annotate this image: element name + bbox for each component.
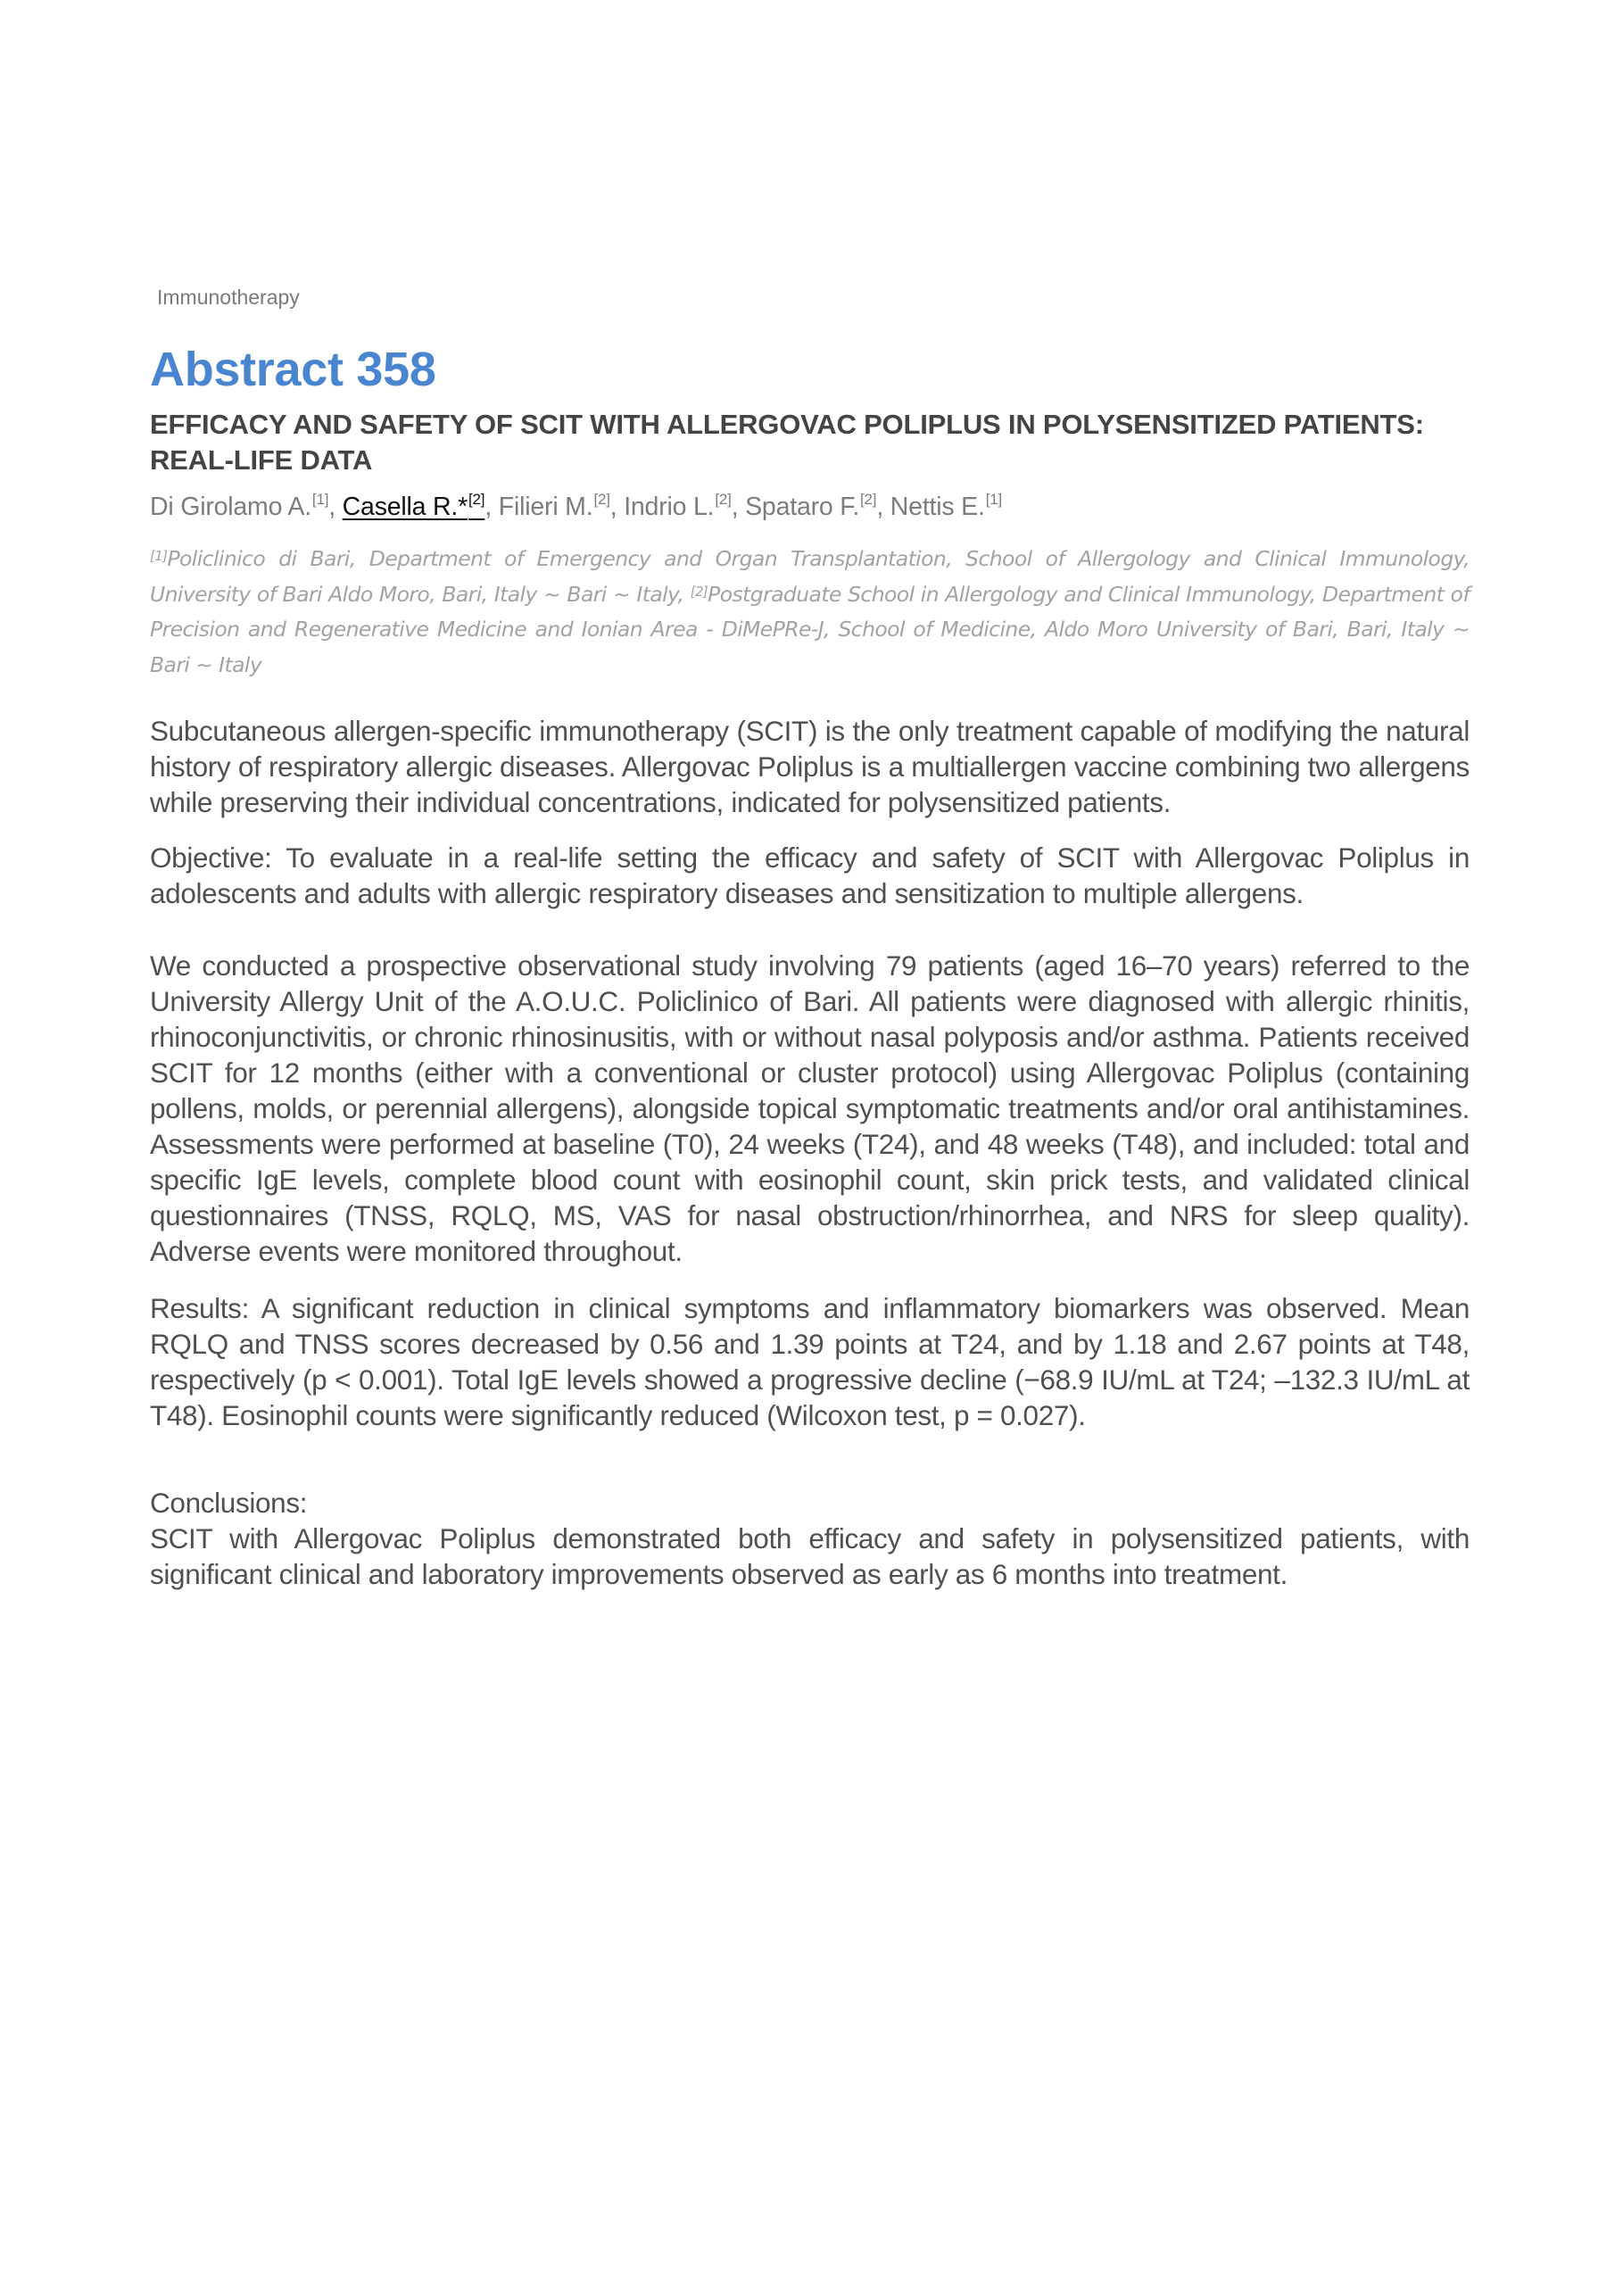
abstract-number: Abstract 358 xyxy=(150,343,436,396)
author xyxy=(499,493,624,521)
affiliation-text: Postgraduate School in Allergology and Clinical Immunology, Department of Precision and Regenerative Medicine and Ionian Area - DiMePRe-J, School of Medicine, Aldo Moro University of Bari, Bari, Italy ~ Bari ~ Italy xyxy=(150,581,1470,677)
author-separator: , xyxy=(328,493,343,521)
conclusions-paragraph: SCIT with Allergovac Poliplus demonstrated both efficacy and safety in polysensitized patients, with significant clinical and laboratory improvements observed as early as 6 months into treatment. xyxy=(150,1522,1470,1590)
conclusions-heading: Conclusions: xyxy=(150,1487,308,1519)
author xyxy=(624,493,745,521)
results-paragraph: Results: A significant reduction in clinical symptoms and inflammatory biomarkers was observed. Mean RQLQ and TNSS scores decreased by 0.56 and 1.39 points at T24, and by 1.18 and 2.67 points at T48, respectively (p < 0.001). Total IgE levels showed a progressive decline (−68.9 IU/mL at T24; –132.3 IU/mL at T48). Eosinophil counts were significantly reduced (Wilcoxon test, p = 0.027). xyxy=(150,1292,1470,1431)
author-affiliation-marker: [1] xyxy=(311,491,329,508)
author-affiliation-marker: [2] xyxy=(860,491,877,508)
author-list xyxy=(150,493,1002,522)
affiliations xyxy=(150,542,1470,683)
author-separator: , xyxy=(731,493,746,521)
abstract-title: EFFICACY AND SAFETY OF SCIT WITH ALLERGOVAC POLIPLUS IN POLYSENSITIZED PATIENTS: REAL-LIFE DATA xyxy=(150,409,1424,476)
author-affiliation-marker: [1] xyxy=(985,491,1002,508)
author xyxy=(150,493,343,521)
author-affiliation-marker: [2] xyxy=(468,491,485,508)
affiliation-marker: [1] xyxy=(150,548,168,564)
affiliation-marker: [2] xyxy=(690,583,708,600)
methods-paragraph: We conducted a prospective observational study involving 79 patients (aged 16–70 years) referred to the University Allergy Unit of the A.O.U.C. Policlinico of Bari. All patients were diagnosed with allergic rhinitis, rhinoconjunctivitis, or chronic rhinosinusitis, with or without nasal polyposis and/or asthma. Patients received SCIT for 12 months (either with a conventional or cluster protocol) using Allergovac Poliplus (containing pollens, molds, or perennial allergens), alongside topical symptomatic treatments and/or oral antihistamines. Assessments were performed at baseline (T0), 24 weeks (T24), and 48 weeks (T48), and included: total and specific IgE levels, complete blood count with eosinophil count, skin prick tests, and validated clinical questionnaires (TNSS, RQLQ, MS, VAS for nasal obstruction/rhinorrhea, and NRS for sleep quality). Adverse events were monitored throughout. xyxy=(150,949,1470,1267)
author-affiliation-marker: [2] xyxy=(593,491,610,508)
author-name: Di Girolamo A. xyxy=(150,493,311,521)
author-name: Casella R.* xyxy=(342,493,468,521)
author xyxy=(745,493,890,521)
author-separator: , xyxy=(484,493,499,521)
objective-paragraph: Objective: To evaluate in a real-life setting the efficacy and safety of SCIT with Allergovac Poliplus in adolescents and adults with allergic respiratory diseases and sensitization to multiple allergens. xyxy=(150,841,1470,909)
author-separator: , xyxy=(609,493,625,521)
author-presenter xyxy=(343,493,485,521)
author-name: Nettis E. xyxy=(890,493,985,521)
author-name: Filieri M. xyxy=(498,493,593,521)
affiliation-text: Policlinico di Bari, Department of Emergency and Organ Transplantation, School of Allergology and Clinical Immunology, University of Bari Aldo Moro, Bari, Italy ~ Bari ~ Italy, xyxy=(150,546,1470,607)
author-separator: , xyxy=(876,493,890,521)
intro-paragraph: Subcutaneous allergen-specific immunotherapy (SCIT) is the only treatment capable of modifying the natural history of respiratory allergic diseases. Allergovac Poliplus is a multiallergen vaccine combining two allergens while preserving their individual concentrations, indicated for polysensitized patients. xyxy=(150,715,1470,818)
author xyxy=(890,493,1002,521)
author-name: Spataro F. xyxy=(745,493,860,521)
author-affiliation-marker: [2] xyxy=(715,491,732,508)
author-name: Indrio L. xyxy=(624,493,715,521)
category-label: Immunotherapy xyxy=(157,286,300,309)
